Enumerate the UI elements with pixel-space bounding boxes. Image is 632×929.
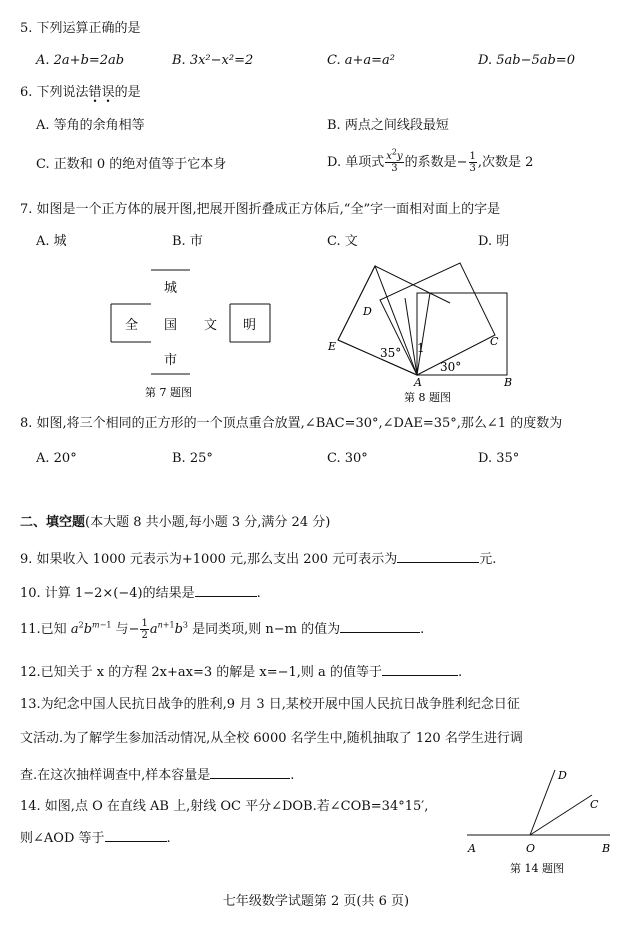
- q8-angle-1: 1: [417, 341, 425, 355]
- net-face-3: 文: [204, 318, 218, 333]
- q9: 9. 如果收入 1000 元表示为+1000 元,那么支出 200 元可表示为 元.: [20, 548, 496, 569]
- net-face-bottom: 市: [164, 353, 178, 368]
- q14-answer-blank: [105, 827, 167, 842]
- three-squares-figure: [320, 258, 520, 406]
- section-2-heading: 二、填空题(本大题 8 共小题,每小题 3 分,满分 24 分): [20, 515, 331, 530]
- q7-figure-caption: 第 7 题图: [145, 386, 192, 399]
- q13-answer-blank: [210, 764, 290, 779]
- q10-answer-blank: [195, 582, 257, 597]
- q6-option-c: C. 正数和 0 的绝对值等于它本身: [36, 157, 227, 172]
- monomial-fraction: $\frac{x^2y}{3}$: [386, 147, 403, 174]
- q6-option-a: A. 等角的余角相等: [36, 118, 145, 133]
- net-face-2: 国: [164, 318, 178, 333]
- q7-stem: 7. 如图是一个正方体的展开图,把展开图折叠成正方体后,“全”字一面相对面上的字是: [20, 202, 501, 217]
- coefficient-fraction: $\frac{1}{3}$: [469, 151, 476, 174]
- q6-stem: 6. 下列说法错误的是: [20, 85, 141, 100]
- q14-label-c: C: [590, 798, 599, 811]
- q5-option-b: B. 3x²−x²=2: [172, 53, 254, 68]
- net-face-1: 全: [125, 318, 139, 333]
- q5-option-a: A. 2a+b=2ab: [36, 53, 125, 68]
- q6-option-d: D. 单项式 $\frac{x^2y}{3}$ 的系数是− $\frac{1}{3}$ ,次数是 2: [327, 147, 534, 174]
- q13-line-2: 文活动.为了解学生参加活动情况,从全校 6000 名学生中,随机抽取了 120 名学生进行调: [20, 731, 523, 746]
- net-face-4: 明: [243, 318, 257, 333]
- q14-line-2: 则∠AOD 等于 .: [20, 827, 171, 848]
- q14-label-o: O: [526, 842, 536, 855]
- q8-stem: 8. 如图,将三个相同的正方形的一个顶点重合放置,∠BAC=30°,∠DAE=35°,那么∠1 的度数为: [20, 416, 563, 431]
- q8-angle-35: 35°: [380, 346, 402, 360]
- q7-option-b: B. 市: [172, 234, 203, 249]
- q8-option-c: C. 30°: [327, 451, 368, 466]
- q8-angle-30: 30°: [440, 360, 462, 374]
- q5-option-c: C. a+a=a²: [327, 53, 395, 68]
- q13-line-3: 查.在这次抽样调查中,样本容量是 .: [20, 764, 294, 785]
- q8-option-a: A. 20°: [36, 451, 77, 466]
- q10: 10. 计算 1−2×(−4)的结果是 .: [20, 582, 261, 603]
- q8-label-b: B: [504, 376, 513, 389]
- q8-label-c: C: [490, 335, 499, 348]
- q8-option-b: B. 25°: [172, 451, 213, 466]
- q11-fraction: $\frac{1}{2}$: [141, 618, 148, 641]
- q8-label-d: D: [363, 305, 372, 318]
- q11-answer-blank: [340, 618, 420, 633]
- q7-option-c: C. 文: [327, 234, 358, 249]
- q14-line-1: 14. 如图,点 O 在直线 AB 上,射线 OC 平分∠DOB.若∠COB=34°15′,: [20, 799, 429, 814]
- q8-figure-caption: 第 8 题图: [404, 391, 451, 404]
- q14-label-b: B: [602, 842, 611, 855]
- q5-option-d: D. 5ab−5ab=0: [478, 53, 575, 68]
- q6-option-b: B. 两点之间线段最短: [327, 118, 449, 133]
- cube-net-figure: [100, 262, 290, 402]
- q14-label-d: D: [558, 769, 567, 782]
- q14-label-a: A: [468, 842, 476, 855]
- q9-answer-blank: [397, 548, 479, 563]
- q7-option-a: A. 城: [36, 234, 67, 249]
- net-face-top: 城: [164, 281, 178, 296]
- q14-figure-caption: 第 14 题图: [510, 862, 564, 875]
- ray-figure: [462, 762, 622, 884]
- q7-option-d: D. 明: [478, 234, 510, 249]
- q13-line-1: 13.为纪念中国人民抗日战争的胜利,9 月 3 日,某校开展中国人民抗日战争胜利纪念日征: [20, 697, 520, 712]
- q5-stem: 5. 下列运算正确的是: [20, 21, 141, 36]
- q11: 11.已知 $a^2b^{m-1}$ 与− $\frac{1}{2}$ $a^{n+1}b^3$ 是同类项,则 n−m 的值为 .: [20, 618, 425, 641]
- q8-label-a: A: [414, 376, 422, 389]
- q12-answer-blank: [382, 661, 458, 676]
- page-footer: 七年级数学试题第 2 页(共 6 页): [222, 894, 410, 909]
- q8-option-d: D. 35°: [478, 451, 520, 466]
- q12: 12.已知关于 x 的方程 2x+ax=3 的解是 x=−1,则 a 的值等于 .: [20, 661, 462, 682]
- q8-label-e: E: [328, 340, 337, 353]
